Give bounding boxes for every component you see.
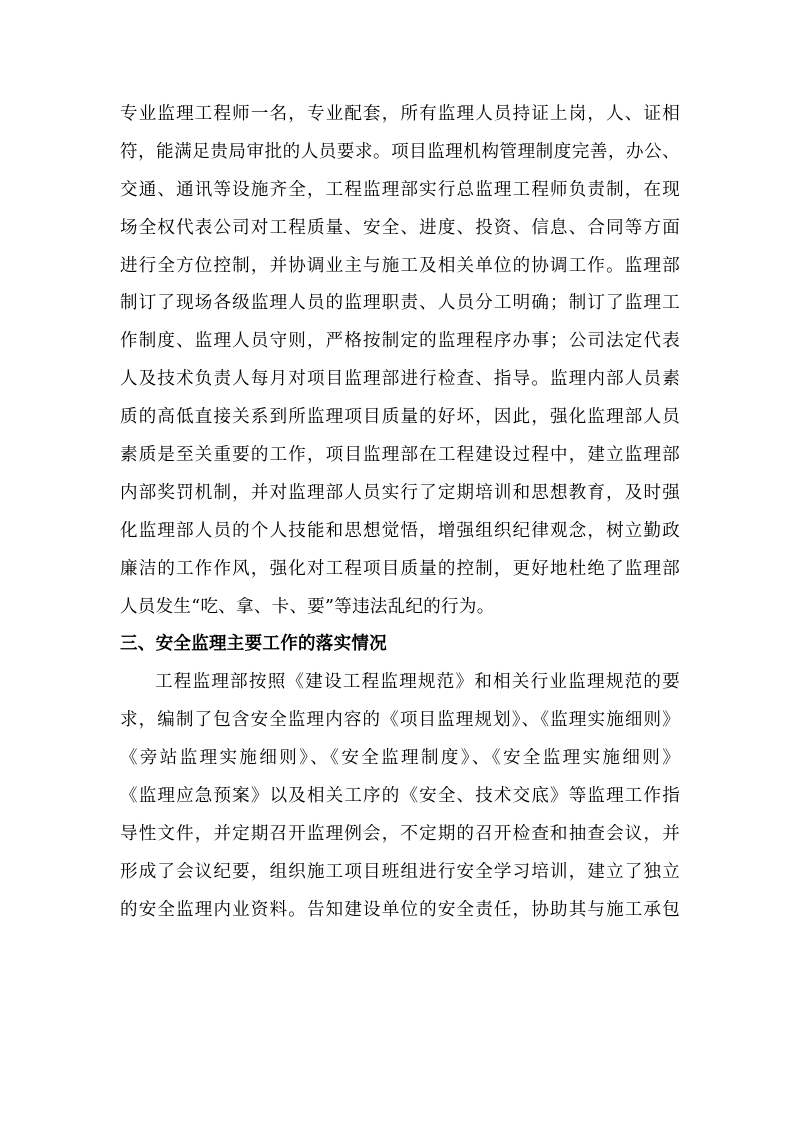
paragraph-staffing xyxy=(120,96,680,626)
text-line: 化监理部人员的个人技能和思想觉悟，增强组织纪律观念，树立勤政 xyxy=(120,520,680,541)
text-line: 素质是至关重要的工作，项目监理部在工程建设过程中，建立监理部 xyxy=(120,445,680,466)
text-line: 场全权代表公司对工程质量、安全、进度、投资、信息、合同等方面 xyxy=(120,217,680,238)
text-line: 的安全监理内业资料。告知建设单位的安全责任，协助其与施工承包 xyxy=(120,899,680,920)
text-line: 内部奖罚机制，并对监理部人员实行了定期培训和思想教育，及时强 xyxy=(120,482,680,503)
text-line: 进行全方位控制，并协调业主与施工及相关单位的协调工作。监理部 xyxy=(120,255,680,276)
document-body xyxy=(120,96,680,930)
text-line: 专业监理工程师一名，专业配套，所有监理人员持证上岗，人、证相 xyxy=(120,104,680,124)
text-line: 形成了会议纪要，组织施工项目班组进行安全学习培训，建立了独立 xyxy=(120,861,680,882)
text-line: 廉洁的工作作风，强化对工程项目质量的控制，更好地杜绝了监理部 xyxy=(120,558,680,579)
text-line: 符，能满足贵局审批的人员要求。项目监理机构管理制度完善，办公、 xyxy=(120,141,680,162)
section-heading: 三、安全监理主要工作的落实情况 xyxy=(120,634,387,655)
text-line: 人及技术负责人每月对项目监理部进行检查、指导。监理内部人员素 xyxy=(120,369,680,390)
text-line: 求，编制了包含安全监理内容的《项目监理规划》、《监理实施细则》 xyxy=(120,710,680,731)
text-line: 制订了现场各级监理人员的监理职责、人员分工明确；制订了监理工 xyxy=(120,293,680,314)
text-line: 《监理应急预案》以及相关工序的《安全、技术交底》等监理工作指 xyxy=(120,786,680,807)
text-line: 作制度、监理人员守则，严格按制定的监理程序办事；公司法定代表 xyxy=(120,331,680,352)
text-line: 质的高低直接关系到所监理项目质量的好坏，因此，强化监理部人员 xyxy=(120,407,680,428)
text-line: 导性文件，并定期召开监理例会，不定期的召开检查和抽查会议，并 xyxy=(120,823,680,844)
text-line: 工程监理部按照《建设工程监理规范》和相关行业监理规范的要 xyxy=(155,672,680,693)
text-line: 人员发生“吃、拿、卡、要”等违法乱纪的行为。 xyxy=(120,596,495,617)
text-line: 《旁站监理实施细则》、《安全监理制度》、《安全监理实施细则》 xyxy=(120,748,680,769)
paragraph-safety-supervision xyxy=(120,664,680,929)
text-line: 交通、通讯等设施齐全，工程监理部实行总监理工程师负责制，在现 xyxy=(120,179,680,200)
